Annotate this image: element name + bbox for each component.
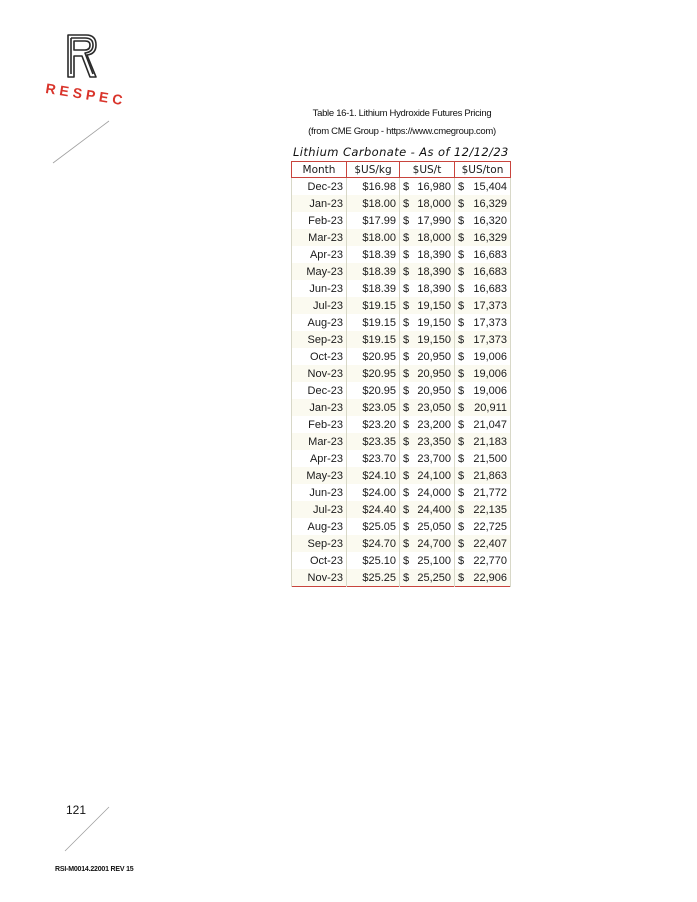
currency-symbol: $ (458, 520, 465, 533)
cell-us-ton (455, 331, 511, 348)
table-header-row (292, 162, 511, 178)
cell-us-ton (455, 518, 511, 535)
cell-value: 16,329 (473, 231, 507, 244)
cell-value: 16,683 (473, 282, 507, 295)
currency-symbol: $ (403, 180, 410, 193)
cell-month: Sep-23 (292, 535, 347, 552)
cell-us-kg: $19.15 (347, 331, 400, 348)
currency-symbol: $ (403, 367, 410, 380)
cell-month: Aug-23 (292, 314, 347, 331)
cell-month: Jan-23 (292, 399, 347, 416)
cell-value: 23,050 (417, 401, 451, 414)
currency-symbol: $ (403, 350, 410, 363)
cell-us-ton (455, 484, 511, 501)
cell-us-t (400, 416, 455, 433)
cell-us-kg: $18.00 (347, 229, 400, 246)
currency-symbol: $ (403, 435, 410, 448)
cell-month: Jul-23 (292, 501, 347, 518)
table-row (292, 246, 511, 263)
cell-us-ton (455, 229, 511, 246)
table-row (292, 365, 511, 382)
table-row (292, 450, 511, 467)
decorative-diagonal-top (52, 120, 110, 164)
cell-value: 22,770 (473, 554, 507, 567)
cell-us-kg: $25.25 (347, 569, 400, 587)
cell-us-ton (455, 280, 511, 297)
cell-value: 19,006 (473, 367, 507, 380)
currency-symbol: $ (458, 554, 465, 567)
cell-us-t (400, 246, 455, 263)
table-caption: Lithium Carbonate - As of 12/12/23 (293, 145, 509, 159)
currency-symbol: $ (458, 452, 465, 465)
cell-value: 18,000 (417, 197, 451, 210)
table-row (292, 178, 511, 196)
currency-symbol: $ (403, 231, 410, 244)
cell-us-kg: $23.35 (347, 433, 400, 450)
cell-month: Oct-23 (292, 348, 347, 365)
cell-us-t (400, 484, 455, 501)
cell-month: Jun-23 (292, 484, 347, 501)
currency-symbol: $ (403, 503, 410, 516)
currency-symbol: $ (458, 486, 465, 499)
cell-us-kg: $18.39 (347, 280, 400, 297)
cell-month: May-23 (292, 467, 347, 484)
currency-symbol: $ (403, 452, 410, 465)
currency-symbol: $ (458, 367, 465, 380)
cell-us-kg: $23.05 (347, 399, 400, 416)
cell-us-ton (455, 365, 511, 382)
cell-us-t (400, 433, 455, 450)
cell-value: 22,407 (473, 537, 507, 550)
cell-value: 18,390 (417, 265, 451, 278)
currency-symbol: $ (403, 265, 410, 278)
cell-value: 16,329 (473, 197, 507, 210)
cell-us-kg: $18.39 (347, 263, 400, 280)
cell-us-ton (455, 399, 511, 416)
cell-us-ton (455, 297, 511, 314)
cell-month: Jan-23 (292, 195, 347, 212)
cell-value: 20,950 (417, 367, 451, 380)
currency-symbol: $ (403, 197, 410, 210)
cell-us-kg: $18.00 (347, 195, 400, 212)
currency-symbol: $ (403, 248, 410, 261)
table-row (292, 433, 511, 450)
cell-value: 18,000 (417, 231, 451, 244)
cell-value: 17,373 (473, 316, 507, 329)
cell-value: 18,390 (417, 282, 451, 295)
cell-us-t (400, 297, 455, 314)
table-row (292, 484, 511, 501)
currency-symbol: $ (458, 282, 465, 295)
cell-us-kg: $20.95 (347, 348, 400, 365)
cell-us-ton (455, 552, 511, 569)
cell-us-ton (455, 450, 511, 467)
cell-us-t (400, 518, 455, 535)
cell-value: 17,373 (473, 333, 507, 346)
cell-value: 25,050 (417, 520, 451, 533)
cell-us-kg: $24.00 (347, 484, 400, 501)
currency-symbol: $ (403, 469, 410, 482)
cell-value: 20,911 (474, 401, 507, 414)
cell-us-t (400, 280, 455, 297)
cell-us-kg: $20.95 (347, 382, 400, 399)
table-row (292, 212, 511, 229)
cell-value: 22,135 (473, 503, 507, 516)
cell-month: Nov-23 (292, 365, 347, 382)
cell-value: 19,150 (417, 299, 451, 312)
respec-r-logo (64, 33, 100, 79)
cell-value: 25,250 (417, 571, 451, 584)
cell-month: Feb-23 (292, 416, 347, 433)
cell-us-t (400, 331, 455, 348)
cell-month: Oct-23 (292, 552, 347, 569)
cell-value: 21,772 (473, 486, 507, 499)
currency-symbol: $ (458, 214, 465, 227)
cell-us-ton (455, 263, 511, 280)
cell-month: Nov-23 (292, 569, 347, 587)
cell-value: 18,390 (417, 248, 451, 261)
currency-symbol: $ (403, 486, 410, 499)
cell-us-ton (455, 212, 511, 229)
cell-us-t (400, 552, 455, 569)
cell-us-ton (455, 246, 511, 263)
cell-value: 16,320 (473, 214, 507, 227)
cell-value: 22,906 (473, 571, 507, 584)
cell-month: Jun-23 (292, 280, 347, 297)
cell-us-kg: $16.98 (347, 178, 400, 196)
table-row (292, 314, 511, 331)
cell-us-ton (455, 433, 511, 450)
cell-us-t (400, 467, 455, 484)
cell-us-ton (455, 348, 511, 365)
cell-us-t (400, 314, 455, 331)
cell-value: 19,150 (417, 333, 451, 346)
respec-wordmark: RESPEC (44, 80, 128, 109)
table-row (292, 518, 511, 535)
table-row (292, 569, 511, 587)
table-row (292, 280, 511, 297)
cell-us-t (400, 365, 455, 382)
cell-us-kg: $23.20 (347, 416, 400, 433)
cell-us-kg: $23.70 (347, 450, 400, 467)
currency-symbol: $ (403, 214, 410, 227)
currency-symbol: $ (458, 537, 465, 550)
currency-symbol: $ (403, 333, 410, 346)
cell-value: 21,183 (473, 435, 507, 448)
cell-us-kg: $19.15 (347, 314, 400, 331)
table-row (292, 416, 511, 433)
table-row (292, 399, 511, 416)
cell-us-kg: $18.39 (347, 246, 400, 263)
currency-symbol: $ (458, 180, 465, 193)
table-row (292, 229, 511, 246)
table-title: Table 16-1. Lithium Hydroxide Futures Pricing (312, 108, 492, 119)
currency-symbol: $ (458, 571, 465, 584)
cell-month: Jul-23 (292, 297, 347, 314)
currency-symbol: $ (458, 316, 465, 329)
cell-us-kg: $20.95 (347, 365, 400, 382)
cell-value: 24,100 (417, 469, 451, 482)
pricing-table (291, 161, 511, 587)
page-number: 121 (66, 803, 87, 817)
cell-value: 23,700 (417, 452, 451, 465)
currency-symbol: $ (458, 299, 465, 312)
table-row (292, 195, 511, 212)
cell-month: Sep-23 (292, 331, 347, 348)
cell-month: May-23 (292, 263, 347, 280)
currency-symbol: $ (403, 299, 410, 312)
cell-month: Apr-23 (292, 450, 347, 467)
cell-value: 16,980 (417, 180, 451, 193)
cell-us-t (400, 501, 455, 518)
cell-us-kg: $24.10 (347, 467, 400, 484)
cell-us-t (400, 263, 455, 280)
currency-symbol: $ (458, 401, 465, 414)
currency-symbol: $ (403, 418, 410, 431)
cell-us-t (400, 535, 455, 552)
cell-value: 20,950 (417, 350, 451, 363)
table-row (292, 263, 511, 280)
cell-us-ton (455, 467, 511, 484)
currency-symbol: $ (458, 197, 465, 210)
cell-value: 15,404 (473, 180, 507, 193)
cell-us-kg: $25.10 (347, 552, 400, 569)
table-row (292, 348, 511, 365)
cell-month: Mar-23 (292, 229, 347, 246)
cell-month: Dec-23 (292, 178, 347, 196)
currency-symbol: $ (403, 384, 410, 397)
cell-us-t (400, 348, 455, 365)
currency-symbol: $ (458, 503, 465, 516)
cell-us-kg: $17.99 (347, 212, 400, 229)
cell-month: Dec-23 (292, 382, 347, 399)
document-id: RSI-M0014.22001 REV 15 (55, 866, 134, 873)
cell-us-ton (455, 195, 511, 212)
cell-value: 17,990 (417, 214, 451, 227)
cell-value: 21,500 (473, 452, 507, 465)
cell-value: 24,400 (417, 503, 451, 516)
table-row (292, 297, 511, 314)
cell-value: 21,863 (473, 469, 507, 482)
cell-us-ton (455, 382, 511, 399)
currency-symbol: $ (403, 571, 410, 584)
cell-us-t (400, 399, 455, 416)
table-row (292, 382, 511, 399)
currency-symbol: $ (458, 418, 465, 431)
currency-symbol: $ (403, 316, 410, 329)
currency-symbol: $ (403, 537, 410, 550)
cell-value: 24,000 (417, 486, 451, 499)
cell-value: 23,200 (417, 418, 451, 431)
cell-value: 22,725 (473, 520, 507, 533)
cell-us-ton (455, 314, 511, 331)
cell-us-ton (455, 178, 511, 196)
currency-symbol: $ (458, 384, 465, 397)
cell-us-ton (455, 569, 511, 587)
currency-symbol: $ (458, 435, 465, 448)
cell-us-kg: $19.15 (347, 297, 400, 314)
cell-value: 25,100 (417, 554, 451, 567)
cell-us-t (400, 450, 455, 467)
cell-us-t (400, 178, 455, 196)
cell-month: Feb-23 (292, 212, 347, 229)
table-row (292, 501, 511, 518)
table-subtitle: (from CME Group - https://www.cmegroup.com) (308, 126, 496, 137)
cell-us-ton (455, 501, 511, 518)
cell-us-kg: $25.05 (347, 518, 400, 535)
currency-symbol: $ (403, 520, 410, 533)
table-body (292, 178, 511, 587)
cell-us-t (400, 195, 455, 212)
currency-symbol: $ (458, 265, 465, 278)
cell-us-kg: $24.70 (347, 535, 400, 552)
cell-value: 19,006 (473, 350, 507, 363)
cell-value: 24,700 (417, 537, 451, 550)
cell-value: 16,683 (473, 265, 507, 278)
currency-symbol: $ (458, 248, 465, 261)
header-us-t: $US/t (400, 162, 455, 178)
cell-value: 19,150 (417, 316, 451, 329)
table-row (292, 331, 511, 348)
cell-us-t (400, 229, 455, 246)
cell-us-kg: $24.40 (347, 501, 400, 518)
header-us-kg: $US/kg (347, 162, 400, 178)
cell-value: 17,373 (473, 299, 507, 312)
currency-symbol: $ (403, 401, 410, 414)
currency-symbol: $ (403, 282, 410, 295)
header-us-ton: $US/ton (455, 162, 511, 178)
cell-value: 23,350 (417, 435, 451, 448)
cell-value: 21,047 (473, 418, 507, 431)
cell-value: 20,950 (417, 384, 451, 397)
table-row (292, 552, 511, 569)
header-month: Month (292, 162, 347, 178)
cell-month: Apr-23 (292, 246, 347, 263)
cell-us-t (400, 569, 455, 587)
currency-symbol: $ (403, 554, 410, 567)
cell-month: Aug-23 (292, 518, 347, 535)
cell-us-ton (455, 416, 511, 433)
currency-symbol: $ (458, 350, 465, 363)
cell-us-ton (455, 535, 511, 552)
cell-value: 19,006 (473, 384, 507, 397)
cell-value: 16,683 (473, 248, 507, 261)
table-row (292, 467, 511, 484)
table-row (292, 535, 511, 552)
currency-symbol: $ (458, 333, 465, 346)
cell-us-t (400, 382, 455, 399)
currency-symbol: $ (458, 231, 465, 244)
cell-us-t (400, 212, 455, 229)
currency-symbol: $ (458, 469, 465, 482)
cell-month: Mar-23 (292, 433, 347, 450)
